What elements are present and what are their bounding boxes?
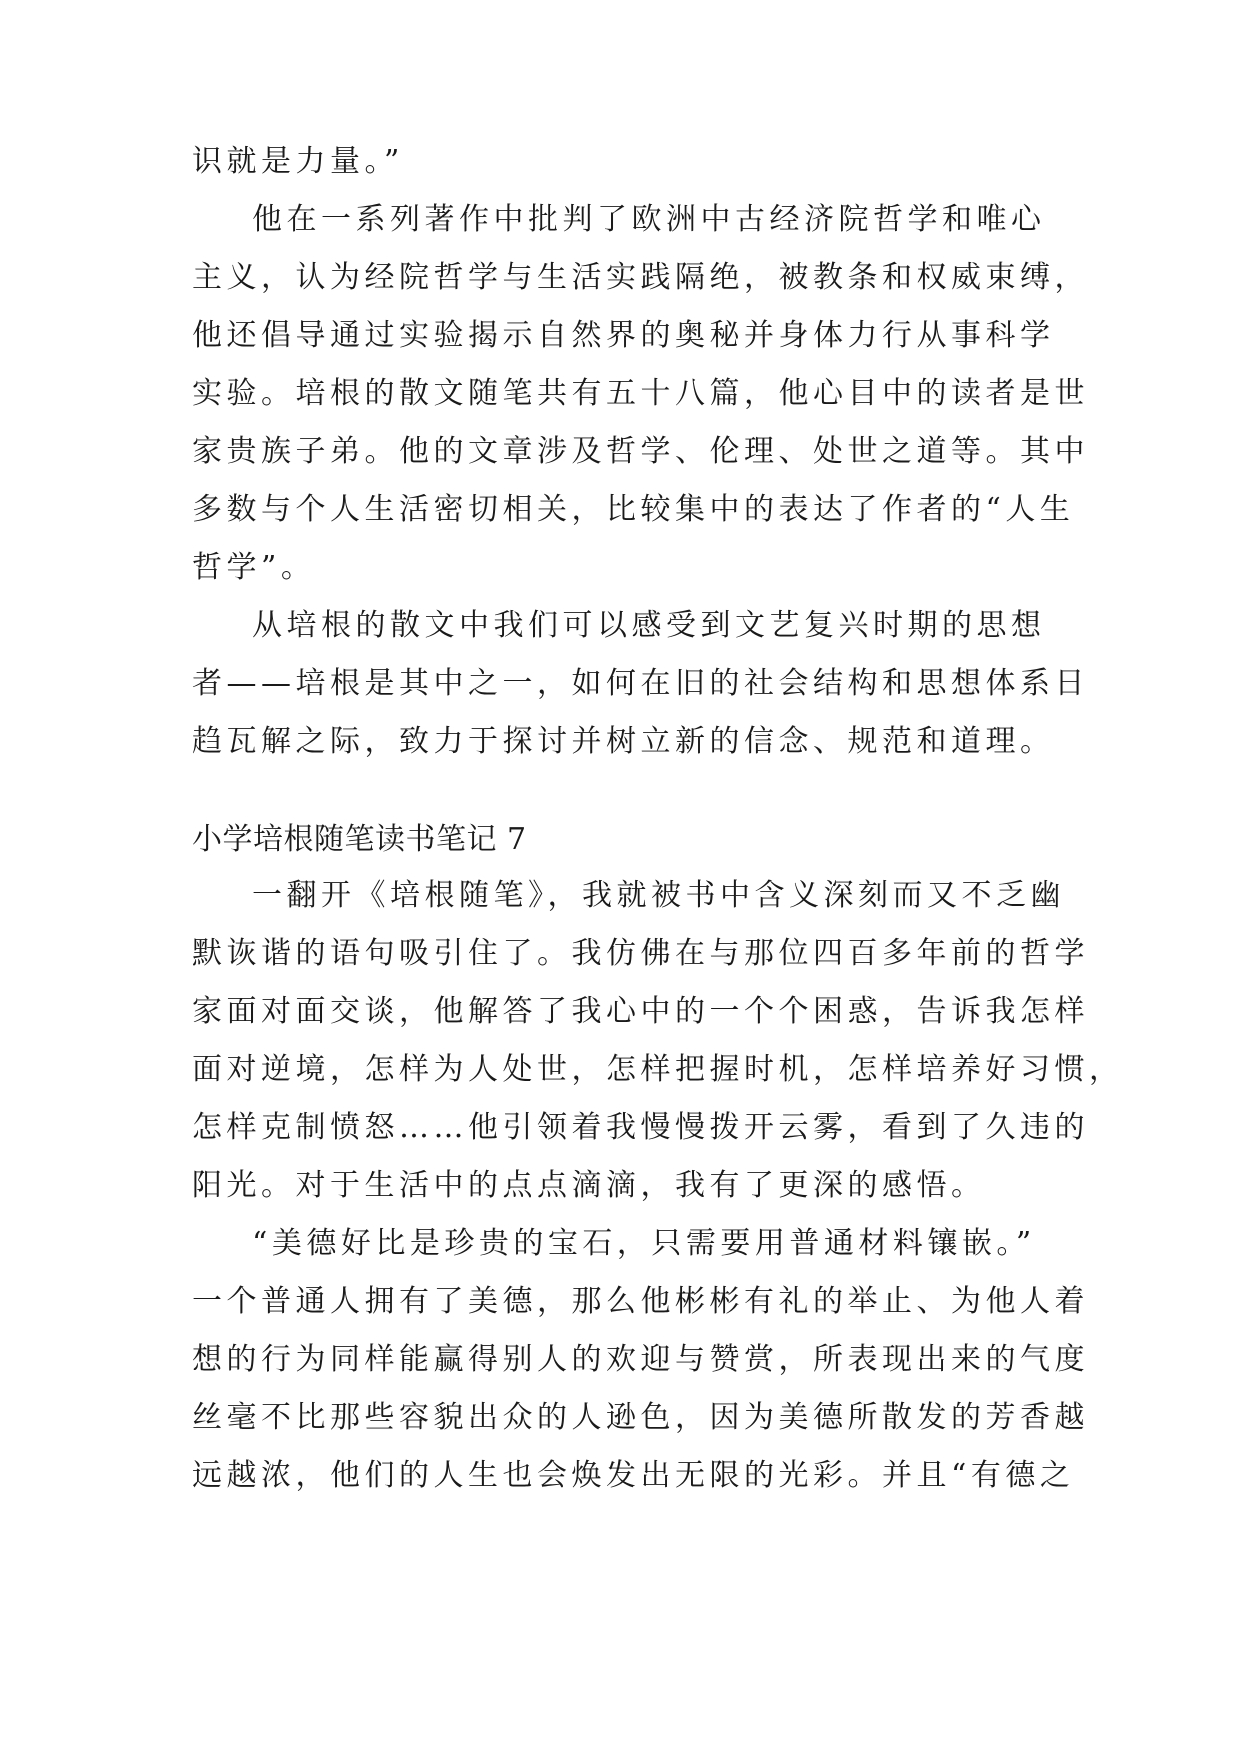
text-line: 家贵族子弟。他的文章涉及哲学、伦理、处世之道等。其中 — [192, 434, 1089, 469]
text-line: 哲学”。 — [192, 550, 316, 585]
text-line: 实验。培根的散文随笔共有五十八篇，他心目中的读者是世 — [192, 376, 1089, 411]
text-line: 想的行为同样能赢得别人的欢迎与赞赏，所表现出来的气度 — [192, 1342, 1089, 1377]
text-line: 一个普通人拥有了美德，那么他彬彬有礼的举止、为他人着 — [192, 1284, 1089, 1319]
text-line: 趋瓦解之际，致力于探讨并树立新的信念、规范和道理。 — [192, 724, 1055, 759]
text-line: 者——培根是其中之一，如何在旧的社会结构和思想体系日 — [192, 666, 1089, 701]
text-line: 默诙谐的语句吸引住了。我仿佛在与那位四百多年前的哲学 — [192, 936, 1089, 971]
text-line: 远越浓，他们的人生也会焕发出无限的光彩。并且“有德之 — [192, 1458, 1075, 1493]
paragraph-first-line: “美德好比是珍贵的宝石，只需要用普通材料镶嵌。” — [252, 1226, 1036, 1261]
text-line: 识就是力量。” — [192, 144, 404, 179]
text-line: 怎样克制愤怒……他引领着我慢慢拨开云雾，看到了久违的 — [192, 1110, 1089, 1145]
paragraph-first-line: 一翻开《培根随笔》，我就被书中含义深刻而又不乏幽 — [252, 878, 1065, 913]
text-line: 丝毫不比那些容貌出众的人逊色，因为美德所散发的芳香越 — [192, 1400, 1089, 1435]
text-line: 主义，认为经院哲学与生活实践隔绝，被教条和权威束缚， — [192, 260, 1089, 295]
text-line: 面对逆境，怎样为人处世，怎样把握时机，怎样培养好习惯， — [192, 1052, 1124, 1087]
text-line: 多数与个人生活密切相关，比较集中的表达了作者的“人生 — [192, 492, 1075, 527]
section-heading: 小学培根随笔读书笔记 7 — [192, 822, 527, 857]
paragraph-first-line: 从培根的散文中我们可以感受到文艺复兴时期的思想 — [252, 608, 1046, 643]
text-line: 家面对面交谈，他解答了我心中的一个个困惑，告诉我怎样 — [192, 994, 1089, 1029]
paragraph-first-line: 他在一系列著作中批判了欧洲中古经济院哲学和唯心 — [252, 202, 1046, 237]
text-line: 阳光。对于生活中的点点滴滴，我有了更深的感悟。 — [192, 1168, 986, 1203]
text-line: 他还倡导通过实验揭示自然界的奥秘并身体力行从事科学 — [192, 318, 1055, 353]
